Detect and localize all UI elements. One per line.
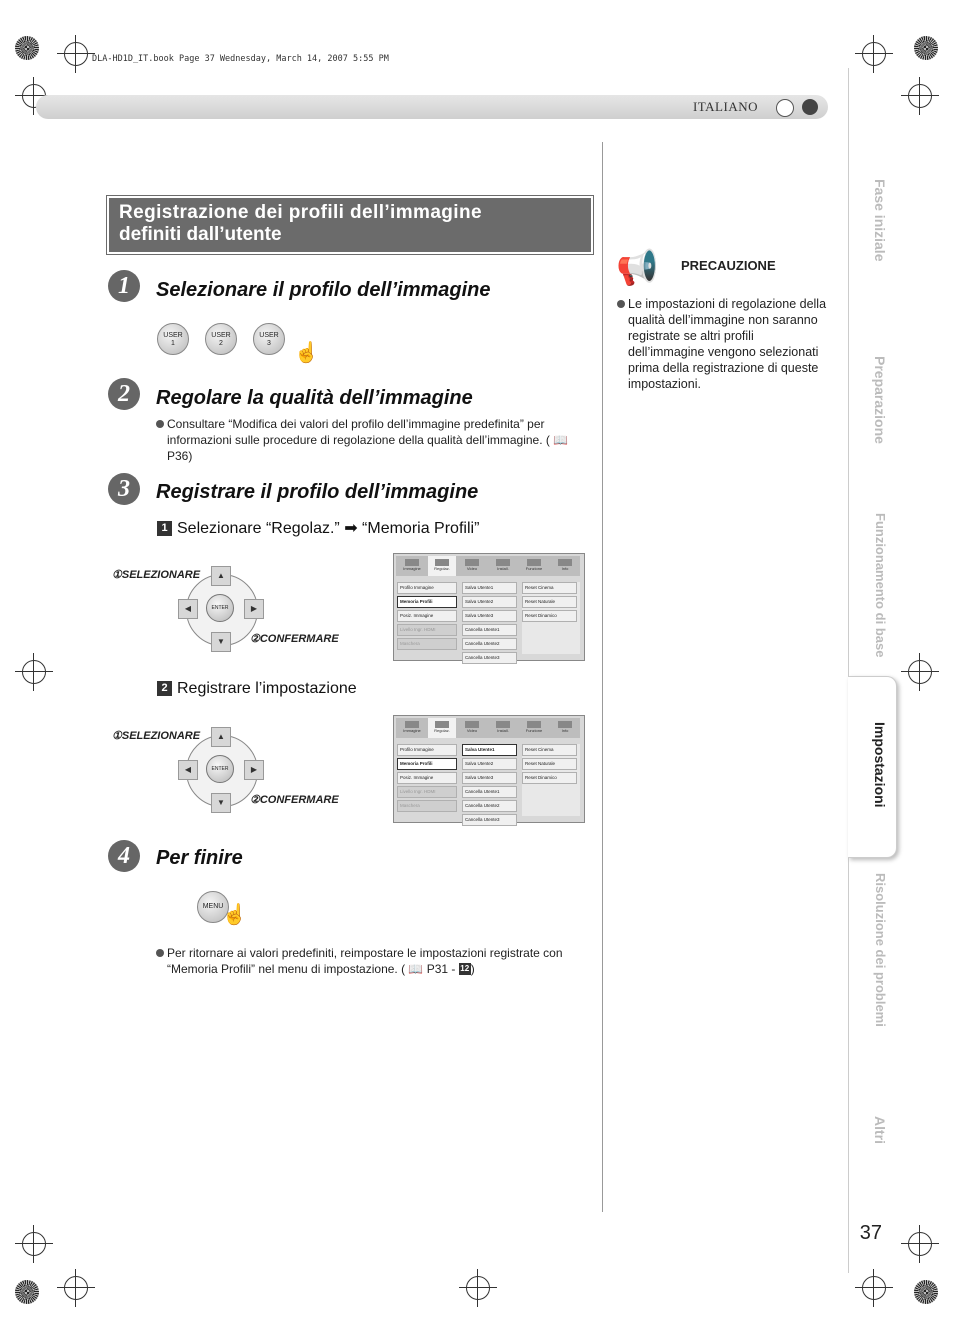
- crosshair-icon: [64, 42, 88, 66]
- list-item: Salva Utente2: [462, 596, 517, 608]
- bullet-icon: [617, 300, 625, 308]
- tab-funzione: Funzione: [520, 718, 548, 738]
- list-item: Cancella Utente1: [462, 786, 517, 798]
- list-item: Cancella Utente3: [462, 814, 517, 826]
- left-arrow-icon[interactable]: ◀: [178, 599, 198, 619]
- hand-pointer-icon: ☝: [222, 904, 247, 926]
- list-item: Posiz. Immagine: [397, 772, 457, 784]
- crosshair-icon: [64, 1276, 88, 1300]
- crosshair-icon: [466, 1276, 490, 1300]
- book-icon: 📖: [549, 433, 569, 447]
- list-item: Posiz. Immagine: [397, 610, 457, 622]
- caution-text: Le impostazioni di regolazione della qualità dell’immagine non saranno registrate se altri profili dell’immagine vengono selezionati prima della registrazione di queste impostazioni.: [617, 296, 831, 392]
- bullet-icon: [156, 949, 164, 957]
- side-tab-funzionamento[interactable]: Funzionamento di base: [873, 512, 888, 658]
- title-line-2: definiti dall’utente: [119, 224, 282, 245]
- list-item: Profilo Immagine: [397, 744, 457, 756]
- tab-video: Video: [458, 718, 486, 738]
- step-heading: Selezionare il profilo dell’immagine: [156, 279, 491, 301]
- side-tab-fase-iniziale[interactable]: Fase iniziale: [872, 178, 888, 262]
- bullet-note: Per ritornare ai valori predefiniti, reimpostare le impostazioni registrate con “Memoria Profili” nel menu di impostazione. ( 📖 P31 - 12 ): [156, 945, 588, 977]
- registration-sun-icon: [15, 36, 39, 60]
- step-number: 3: [108, 473, 140, 505]
- step-heading: Regolare la qualità dell’immagine: [156, 387, 473, 409]
- substep-2: 2 Registrare l’impostazione: [157, 680, 357, 698]
- list-item: Salva Utente3: [462, 772, 517, 784]
- list-item: Reset Naturale: [522, 758, 577, 770]
- circle-filled-icon: [802, 99, 818, 115]
- step-heading: Registrare il profilo dell’immagine: [156, 481, 479, 503]
- crosshair-icon: [862, 1276, 886, 1300]
- bullet-note: Consultare “Modifica dei valori del profilo dell’immagine predefinita” per informazioni sulle procedure di regolazione della qualità dell’immagine. ( 📖 P36): [156, 416, 586, 464]
- megaphone-icon: 📢: [616, 249, 659, 287]
- select-label: ①SELEZIONARE: [112, 730, 201, 742]
- bullet-icon: [156, 420, 164, 428]
- tab-video: Video: [458, 556, 486, 576]
- select-label: ①SELEZIONARE: [112, 569, 201, 581]
- menu-screen-1: [393, 553, 585, 661]
- side-tab-risoluzione[interactable]: Risoluzione dei problemi: [873, 873, 888, 1027]
- list-item: Salva Utente1: [462, 582, 517, 594]
- print-header: DLA-HD1D_IT.book Page 37 Wednesday, March 14, 2007 5:55 PM: [92, 54, 389, 64]
- list-item: Maschera: [397, 638, 457, 650]
- list-item: Salva Utente2: [462, 758, 517, 770]
- confirm-label: ②CONFERMARE: [250, 633, 339, 645]
- list-item: Profilo Immagine: [397, 582, 457, 594]
- tab-immagine: Immagine: [398, 556, 426, 576]
- list-item: Reset Dinamico: [522, 772, 577, 784]
- substep-1: 1 Selezionare “Regolaz.” ➡ “Memoria Profili”: [157, 518, 479, 538]
- list-item: Memoria Profili: [397, 596, 457, 608]
- user-2-button[interactable]: USER 2: [205, 323, 237, 355]
- right-arrow-icon[interactable]: ▶: [244, 599, 264, 619]
- right-arrow-icon[interactable]: ▶: [244, 760, 264, 780]
- circle-outline-icon: [776, 99, 794, 117]
- list-item: Reset Cinema: [522, 582, 577, 594]
- step-heading: Per finire: [156, 847, 243, 869]
- registration-sun-icon: [15, 1280, 39, 1304]
- tab-immagine: Immagine: [398, 718, 426, 738]
- language-label: ITALIANO: [692, 99, 758, 114]
- list-item: Livello Ingr. HDMI: [397, 786, 457, 798]
- page-header-bar: [36, 95, 828, 119]
- menu-button[interactable]: MENU: [197, 891, 229, 923]
- enter-button[interactable]: ENTER: [206, 594, 234, 622]
- step-number: 1: [108, 270, 140, 302]
- crosshair-icon: [862, 42, 886, 66]
- user-3-button[interactable]: USER 3: [253, 323, 285, 355]
- page-number: 37: [859, 1222, 882, 1244]
- list-item: Memoria Profili: [397, 758, 457, 770]
- tab-info: Info: [551, 718, 579, 738]
- list-item: Maschera: [397, 800, 457, 812]
- registration-sun-icon: [914, 1280, 938, 1304]
- side-tab-preparazione[interactable]: Preparazione: [872, 356, 888, 444]
- menu-screen-2: [393, 715, 585, 823]
- list-item: Salva Utente3: [462, 610, 517, 622]
- step-number: 2: [108, 378, 140, 410]
- down-arrow-icon[interactable]: ▼: [211, 793, 231, 813]
- left-arrow-icon[interactable]: ◀: [178, 760, 198, 780]
- tab-regolaz: Regolaz.: [428, 718, 456, 738]
- user-1-button[interactable]: USER 1: [157, 323, 189, 355]
- hand-pointer-icon: ☝: [294, 342, 319, 364]
- title-line-1: Registrazione dei profili dell’immagine: [119, 202, 482, 223]
- tab-info: Info: [551, 556, 579, 576]
- list-item: Cancella Utente3: [462, 652, 517, 664]
- tab-funzione: Funzione: [520, 556, 548, 576]
- crosshair-icon: [908, 84, 932, 108]
- up-arrow-icon[interactable]: ▲: [211, 566, 231, 586]
- column-divider: [602, 142, 603, 1212]
- tab-regolaz: Regolaz.: [428, 556, 456, 576]
- up-arrow-icon[interactable]: ▲: [211, 727, 231, 747]
- list-item: Reset Cinema: [522, 744, 577, 756]
- crosshair-icon: [22, 1232, 46, 1256]
- caution-label: PRECAUZIONE: [681, 258, 776, 273]
- list-item: Livello Ingr. HDMI: [397, 624, 457, 636]
- tab-install: Install.: [489, 556, 517, 576]
- section-title: [107, 196, 593, 254]
- list-item: Cancella Utente2: [462, 800, 517, 812]
- list-item: Salva Utente1: [462, 744, 517, 756]
- crosshair-icon: [908, 660, 932, 684]
- list-item: Cancella Utente2: [462, 638, 517, 650]
- confirm-label: ②CONFERMARE: [250, 794, 339, 806]
- list-item: Cancella Utente1: [462, 624, 517, 636]
- list-item: Reset Naturale: [522, 596, 577, 608]
- tab-install: Install.: [489, 718, 517, 738]
- crosshair-icon: [22, 660, 46, 684]
- book-icon: 📖: [405, 962, 427, 976]
- side-tab-altri[interactable]: Altri: [872, 1116, 888, 1144]
- crosshair-icon: [908, 1232, 932, 1256]
- registration-sun-icon: [914, 36, 938, 60]
- side-tab-impostazioni[interactable]: Impostazioni: [872, 722, 888, 808]
- list-item: Reset Dinamico: [522, 610, 577, 622]
- step-number: 4: [108, 840, 140, 872]
- down-arrow-icon[interactable]: ▼: [211, 632, 231, 652]
- enter-button[interactable]: ENTER: [206, 755, 234, 783]
